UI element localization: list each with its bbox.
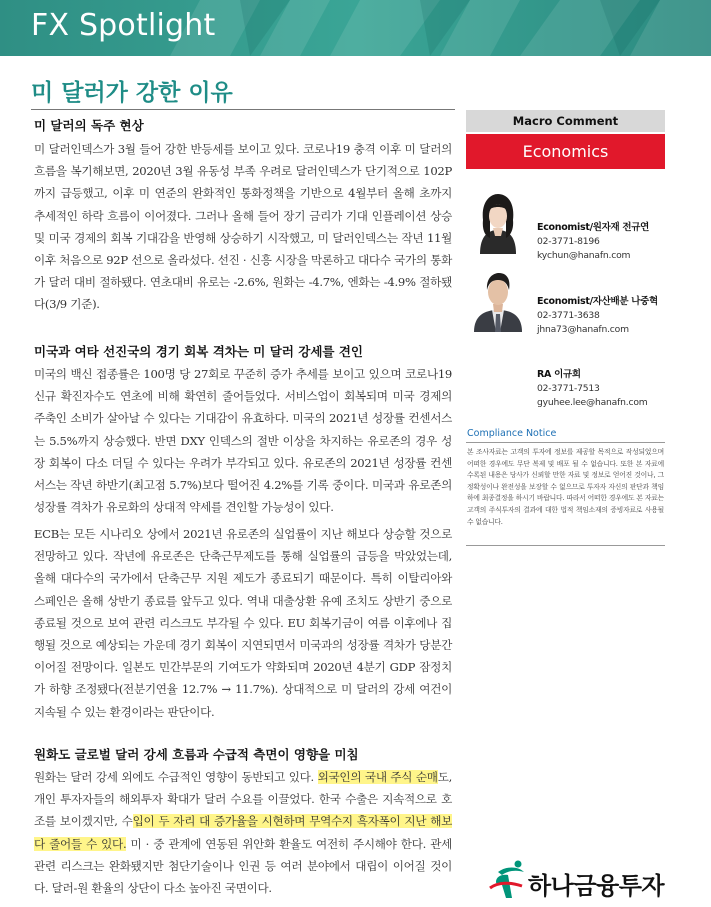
highlighted-text-2: 입이 두 자리 대 증가율을 시현하며 무역수지 흑자폭이 지난 해보다 줄어들 수 있다. [34, 814, 453, 851]
analyst-3 [537, 366, 648, 408]
para-text-b: 도, 개인 투자자들의 해외투자 확대가 달러 수요를 이끌었다. 한국 수출은 지속적으로 호조를 보이겠지만, 수 [34, 770, 452, 829]
section-2-paragraph-2: ECB는 모든 시나리오 상에서 2021년 유로존의 실업률이 지난 해보다 상승할 것으로 전망하고 있다. 작년에 유로존은 단축근무제도를 통해 실업률의 급등을 막았었는데, 올해 대다수의 국가에서 단축근무 지원 제도가 종료되기 때문이다. 특히 이탈리아와 스페인은 올해 상반기 종료를 앞두고 있다. 역내 대출상환 유예 조치도 상반기 중으로 종료될 것으로 보여 관련 리스크도 부각될 수 있다. EU 회복기금이 여름 이후에나 집행될 것으로 예상되는 가운데 경기 회복이 지연되면서 미국과의 성장률 격차가 당분간 이어질 전망이다. 일본도 민간부문의 기여도가 약화되며 2020년 4분기 GDP 잠정치가 하향 조정됐다(전분기연율 12.7% → 11.7%). 상대적으로 미 달러의 강세 여건이 지속될 수 있는 환경이라는 판단이다. [34, 527, 452, 719]
analyst-photo-1 [470, 190, 526, 254]
compliance-divider-top [466, 442, 665, 443]
analyst-photo-2 [470, 268, 526, 332]
section-2-paragraph-1: 미국의 백신 접종률은 100명 당 27회로 꾸준히 증가 추세를 보이고 있으며 코로나19 신규 확진자수도 연초에 비해 확연히 줄어들었다. 서비스업이 회복되며 미국 경제의 주축인 소비가 살아날 수 있다는 기대감이 유효하다. 미국의 2021년 성장률 컨센서스는 5.5%까지 상승했다. 반면 DXY 인덱스의 절반 이상을 차지하는 유로존의 경우 성장 회복이 다소 더딜 수 있다는 우려가 부각되고 있다. 유로존의 2021년 성장률 컨센서스는 작년 하반기(최고점 5.7%)보다 떨어진 4.2%를 기록 중이다. 미국과 유로존의 성장률 격차가 유로화의 상대적 약세를 견인할 가능성이 있다. [34, 367, 452, 515]
highlighted-text-1: 외국인의 국내 주식 순매 [317, 770, 438, 784]
analyst-1-name: Economist/원자재 전규연 [537, 222, 650, 233]
hana-logo-text: 하나금융투자 [528, 872, 665, 900]
section-heading-1: 미 달러의 독주 현상 [34, 118, 144, 133]
analyst-2 [537, 293, 658, 335]
banner-title: FX Spotlight [31, 8, 216, 43]
analyst-2-email[interactable]: jhna73@hanafn.com [537, 324, 629, 335]
analyst-1 [537, 219, 649, 261]
compliance-divider-bottom [466, 545, 665, 546]
title-divider [31, 109, 455, 110]
para-text-a: 원화는 달러 강세 외에도 수급적인 영향이 동반되고 있다. [34, 770, 318, 784]
section-heading-2: 미국과 여타 선진국의 경기 회복 격차는 미 달러 강세를 견인 [34, 344, 363, 359]
analyst-1-phone: 02-3771-8196 [537, 236, 600, 247]
section-1-paragraph: 미 달러인덱스가 3월 들어 강한 반등세를 보이고 있다. 코로나19 충격 이후 미 달러의 흐름을 복기해보면, 2020년 3월 유동성 부족 우려로 달러인덱스가 단기적으로 102P까지 급등했고, 이후 미 연준의 완화적인 통화정책을 기반으로 4월부터 올해 초까지 추세적인 하락 흐름이 이어졌다. 그러나 올해 들어 장기 금리가 기대 인플레이션 상승 및 미국 경제의 회복 기대감을 반영해 상승하기 시작했고, 미 달러인덱스는 작년 11월 이후 처음으로 92P 선으로 올라섰다. 선진 · 신흥 시장을 막론하고 대다수 국가의 통화가 달러 대비 절하됐다. 연초대비 유로는 -2.6%, 원화는 -4.7%, 엔화는 -4.9% 절하됐다(3/9 기준). [34, 142, 452, 312]
economics-label: Economics [466, 134, 665, 169]
para-text-c: 미 · 중 관계에 연동된 위안화 환율도 여전히 주시해야 한다. 관세 관련 리스크는 완화됐지만 첨단기술이나 인권 등 여러 분야에서 대립이 이어질 것이다. 달러-원 환율의 상단이 다소 높아진 국면이다. [34, 836, 452, 896]
analyst-3-name: RA 이규희 [537, 369, 581, 380]
macro-comment-label: Macro Comment [466, 110, 665, 132]
analyst-2-phone: 02-3771-3638 [537, 310, 600, 321]
compliance-text: 본 조사자료는 고객의 투자에 정보를 제공할 목적으로 작성되었으며 어떠한 경우에도 무단 복제 및 배포 될 수 없습니다. 또한 본 자료에 수록된 내용은 당사가 신뢰할 만한 자료 및 정보로 얻어진 것이나, 그 정확성이나 완전성을 보장할 수 없으므로 투자자 자신의 판단과 책임하에 최종결정을 하시기 바랍니다. 따라서 어떠한 경우에도 본 자료는 고객의 주식투자의 결과에 대한 법적 책임소재의 증빙자료로 사용될 수 없습니다. [467, 448, 664, 526]
analyst-1-email[interactable]: kychun@hanafn.com [537, 250, 631, 261]
analyst-2-name: Economist/자산배분 나중혁 [537, 296, 658, 307]
page-title: 미 달러가 강한 이유 [31, 80, 233, 106]
section-heading-3: 원화도 글로벌 달러 강세 흐름과 수급적 측면이 영향을 미침 [34, 747, 359, 762]
analyst-3-email[interactable]: gyuhee.lee@hanafn.com [537, 397, 648, 408]
compliance-title: Compliance Notice [467, 428, 557, 439]
section-3-paragraph [34, 766, 452, 899]
analyst-3-phone: 02-3771-7513 [537, 383, 600, 394]
header-banner [0, 0, 711, 56]
